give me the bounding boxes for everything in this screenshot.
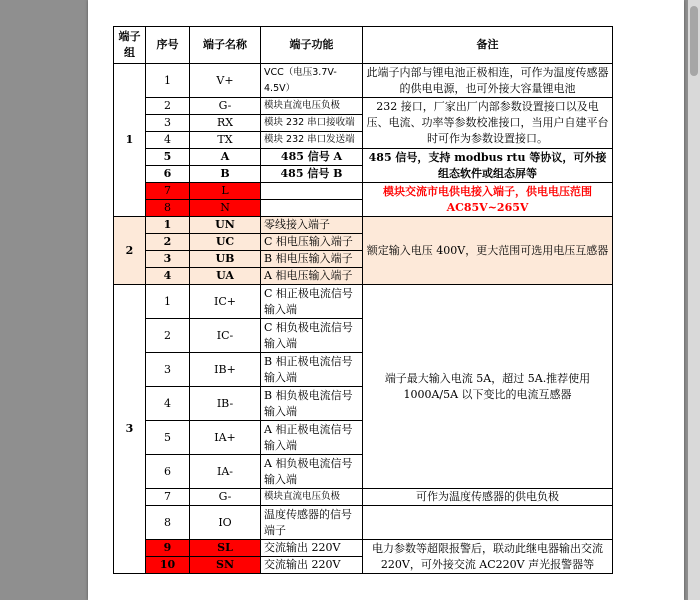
terminal-name: IC-	[190, 319, 261, 353]
terminal-function: A 相电压输入端子	[261, 268, 363, 285]
terminal-name: IC+	[190, 285, 261, 319]
terminal-function: B 相正极电流信号输入端	[261, 353, 363, 387]
terminal-no: 7	[146, 183, 190, 200]
terminal-function: 交流输出 220V	[261, 540, 363, 557]
terminal-name: UB	[190, 251, 261, 268]
table-row	[114, 217, 613, 234]
terminal-function	[261, 183, 363, 200]
terminal-function: B 相电压输入端子	[261, 251, 363, 268]
terminal-name: V+	[190, 64, 261, 98]
terminal-no: 10	[146, 557, 190, 574]
terminal-name: UN	[190, 217, 261, 234]
remark	[363, 506, 613, 540]
group-label: 2	[114, 217, 146, 285]
terminal-function: 模块 232 串口发送端	[261, 132, 363, 149]
terminal-function: C 相负极电流信号输入端	[261, 319, 363, 353]
terminal-no: 1	[146, 217, 190, 234]
terminal-no: 3	[146, 115, 190, 132]
terminal-function: A 相负极电流信号输入端	[261, 455, 363, 489]
vertical-scrollbar[interactable]	[688, 0, 700, 600]
remark: 可作为温度传感器的供电负极	[363, 489, 613, 506]
terminal-table	[113, 26, 613, 574]
terminal-no: 2	[146, 98, 190, 115]
scroll-thumb[interactable]	[690, 6, 698, 76]
table-row	[114, 506, 613, 540]
terminal-name: RX	[190, 115, 261, 132]
remark: 232 接口，厂家出厂内部参数设置接口以及电压、电流、功率等参数校准接口，当用户自建平台时可作为参数设置接口。	[363, 98, 613, 149]
terminal-no: 2	[146, 319, 190, 353]
header-name: 端子名称	[190, 27, 261, 64]
terminal-function: C 相正极电流信号输入端	[261, 285, 363, 319]
group-label: 1	[114, 64, 146, 217]
terminal-function: B 相负极电流信号输入端	[261, 387, 363, 421]
table-row	[114, 489, 613, 506]
terminal-name: SN	[190, 557, 261, 574]
remark: 此端子内部与锂电池正极相连，可作为温度传感器的供电电源，也可外接大容量锂电池	[363, 64, 613, 98]
terminal-name: IO	[190, 506, 261, 540]
header-row	[114, 27, 613, 64]
terminal-no: 9	[146, 540, 190, 557]
header-remark: 备注	[363, 27, 613, 64]
terminal-function: 模块直流电压负极	[261, 489, 363, 506]
terminal-name: IB+	[190, 353, 261, 387]
remark: 端子最大输入电流 5A，超过 5A.推荐使用1000A/5A 以下变比的电流互感器	[363, 285, 613, 489]
header-no: 序号	[146, 27, 190, 64]
terminal-no: 4	[146, 387, 190, 421]
terminal-function	[261, 200, 363, 217]
terminal-name: A	[190, 149, 261, 166]
terminal-function: A 相正极电流信号输入端	[261, 421, 363, 455]
table-row	[114, 540, 613, 557]
terminal-name: SL	[190, 540, 261, 557]
terminal-function: 485 信号 A	[261, 149, 363, 166]
remark: 485 信号，支持 modbus rtu 等协议，可外接组态软件或组态屏等	[363, 149, 613, 183]
terminal-no: 4	[146, 132, 190, 149]
terminal-name: L	[190, 183, 261, 200]
terminal-no: 6	[146, 166, 190, 183]
terminal-no: 1	[146, 64, 190, 98]
group-label: 3	[114, 285, 146, 574]
document-page	[88, 0, 684, 600]
terminal-no: 5	[146, 149, 190, 166]
terminal-name: G-	[190, 489, 261, 506]
table-row	[114, 98, 613, 115]
terminal-name: TX	[190, 132, 261, 149]
terminal-name: UC	[190, 234, 261, 251]
terminal-name: UA	[190, 268, 261, 285]
terminal-no: 2	[146, 234, 190, 251]
terminal-no: 8	[146, 200, 190, 217]
terminal-function: C 相电压输入端子	[261, 234, 363, 251]
table-row	[114, 285, 613, 319]
terminal-name: IA+	[190, 421, 261, 455]
header-group: 端子组	[114, 27, 146, 64]
terminal-function: 模块 232 串口接收端	[261, 115, 363, 132]
terminal-no: 3	[146, 251, 190, 268]
terminal-name: IB-	[190, 387, 261, 421]
terminal-no: 1	[146, 285, 190, 319]
terminal-no: 5	[146, 421, 190, 455]
header-function: 端子功能	[261, 27, 363, 64]
remark: 额定输入电压 400V，更大范围可选用电压互感器	[363, 217, 613, 285]
terminal-no: 4	[146, 268, 190, 285]
terminal-name: IA-	[190, 455, 261, 489]
table-row	[114, 149, 613, 166]
terminal-name: B	[190, 166, 261, 183]
terminal-function: 模块直流电压负极	[261, 98, 363, 115]
remark: 模块交流市电供电接入端子，供电电压范围 AC85V~265V	[363, 183, 613, 217]
remark: 电力参数等超限报警后，联动此继电器输出交流 220V，可外接交流 AC220V 声光报警器等	[363, 540, 613, 574]
terminal-name: N	[190, 200, 261, 217]
terminal-function: 交流输出 220V	[261, 557, 363, 574]
terminal-no: 6	[146, 455, 190, 489]
table-row	[114, 64, 613, 98]
terminal-function: 485 信号 B	[261, 166, 363, 183]
terminal-function: 零线接入端子	[261, 217, 363, 234]
terminal-no: 7	[146, 489, 190, 506]
terminal-function: 温度传感器的信号端子	[261, 506, 363, 540]
terminal-function: VCC（电压3.7V-4.5V）	[261, 64, 363, 98]
terminal-no: 8	[146, 506, 190, 540]
terminal-no: 3	[146, 353, 190, 387]
table-row	[114, 183, 613, 200]
terminal-name: G-	[190, 98, 261, 115]
